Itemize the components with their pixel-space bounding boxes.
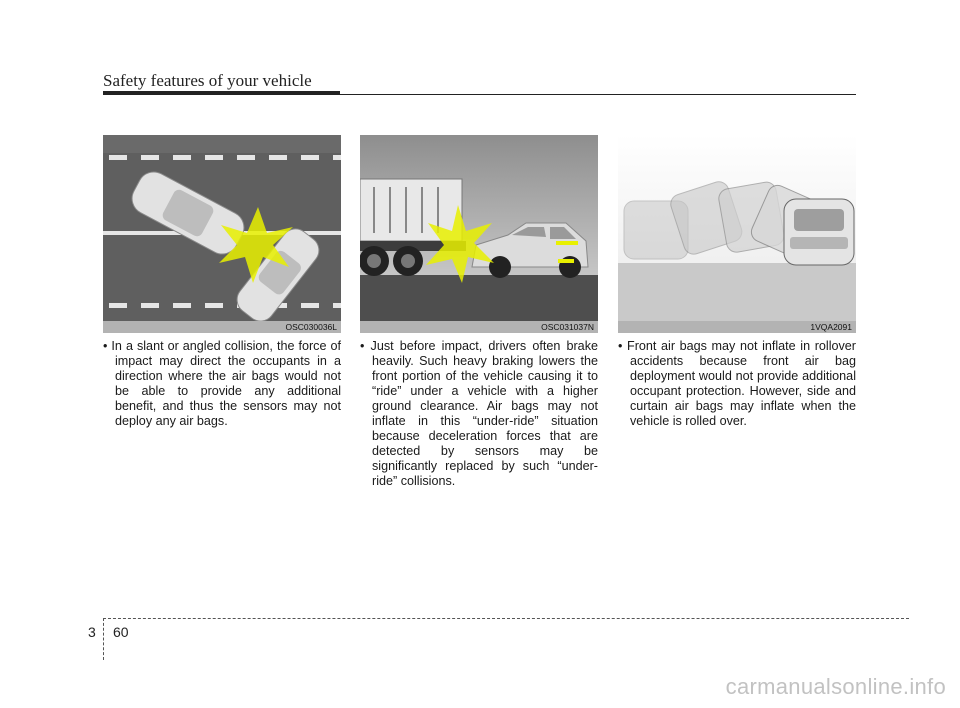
footer-dashed-divider	[103, 618, 104, 660]
footer-dashed-rule	[103, 618, 909, 619]
page-header-title: Safety features of your vehicle	[103, 71, 312, 90]
watermark: carmanualsonline.info	[725, 674, 946, 699]
page-number: 60	[113, 624, 129, 640]
column-rollover	[618, 135, 856, 429]
bullet-paragraph: • Just before impact, drivers often brake heavily. Such heavy braking lowers the front portion of the vehicle causing it to “ride” under a vehicle with a higher ground clearance. Air bags may not inflate in this “under-ride” situation because deceleration forces that are detected by sensors may be significantly replaced by such “under-ride” collisions.	[360, 339, 598, 488]
column-under-ride	[360, 135, 598, 489]
header-rule-thin	[103, 94, 856, 95]
image-code-caption: 1VQA2091	[618, 321, 856, 333]
bullet-paragraph: • In a slant or angled collision, the force of impact may direct the occupants in a direction where the air bags would not be able to provide any additional benefit, and thus the sensors may not deploy any air bags.	[103, 339, 341, 428]
image-code-caption: OSC031037N	[360, 321, 598, 333]
image-code-caption: OSC030036L	[103, 321, 341, 333]
bullet-paragraph: • Front air bags may not inflate in rollover accidents because front air bag deployment would not provide additional occupant protection. However, side and curtain air bags may inflate when the vehicle is rolled over.	[618, 339, 856, 428]
column-angled-collision	[103, 135, 341, 429]
under-ride-illustration	[360, 135, 598, 321]
chapter-number: 3	[88, 624, 96, 640]
rollover-illustration	[618, 135, 856, 321]
angled-collision-illustration	[103, 135, 341, 321]
